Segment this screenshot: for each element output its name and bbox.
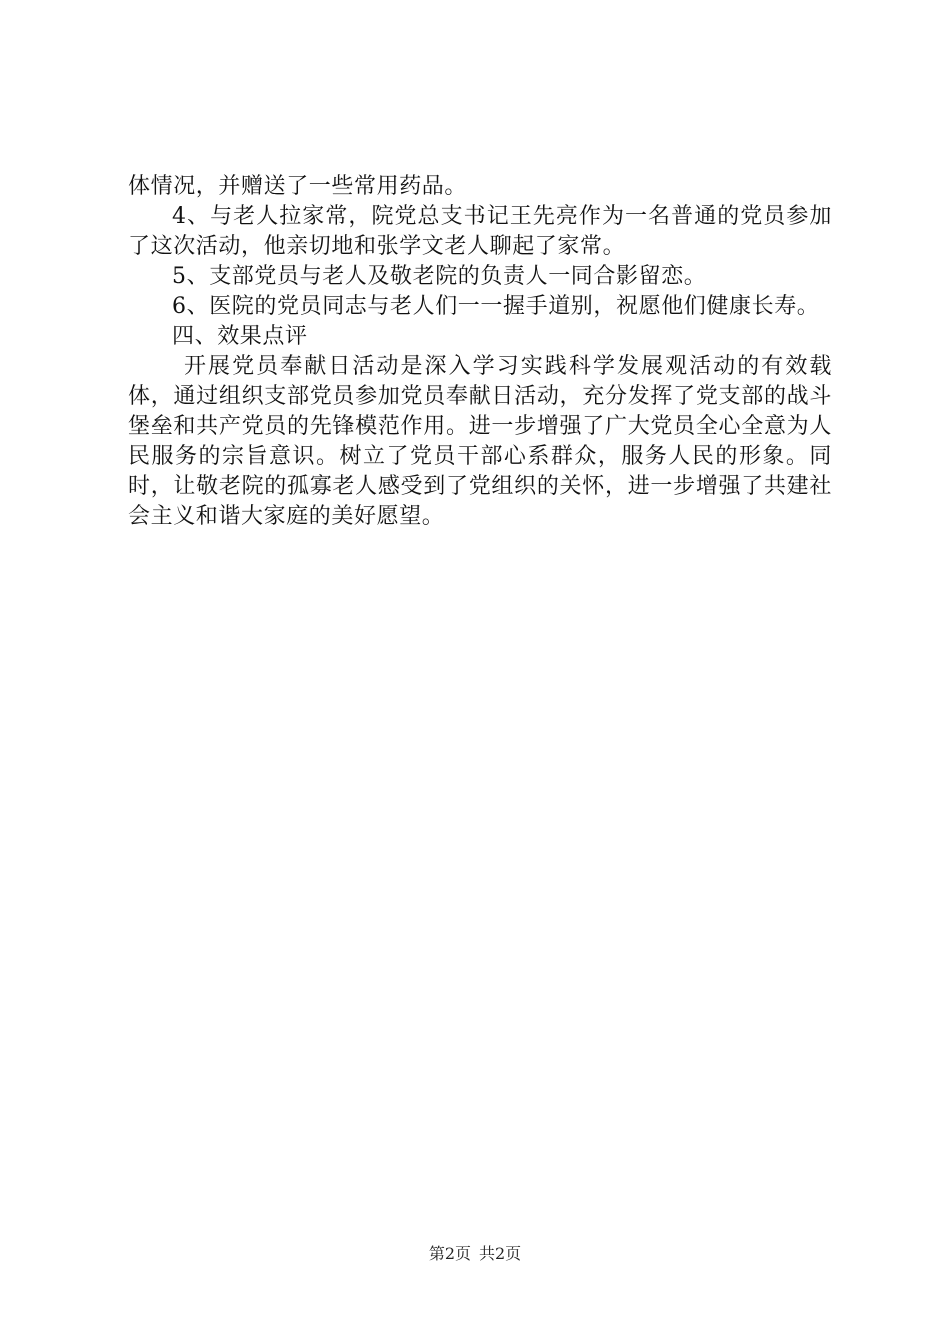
paragraph-continuation: 体情况，并赠送了一些常用药品。	[128, 174, 468, 199]
document-body	[128, 172, 832, 532]
paragraph-item-6: 6、医院的党员同志与老人们一一握手道别，祝愿他们健康长寿。	[172, 294, 820, 319]
paragraph-item-4: 4、与老人拉家常，院党总支书记王先亮作为一名普通的党员参加了这次活动，他亲切地和张学文老人聊起了家常。	[128, 204, 832, 259]
paragraph-evaluation: 开展党员奉献日活动是深入学习实践科学发展观活动的有效载体，通过组织支部党员参加党员奉献日活动，充分发挥了党支部的战斗堡垒和共产党员的先锋模范作用。进一步增强了广大党员全心全意为人民服务的宗旨意识。树立了党员干部心系群众，服务人民的形象。同时，让敬老院的孤寡老人感受到了党组织的关怀，进一步增强了共建社会主义和谐大家庭的美好愿望。	[128, 354, 832, 529]
page-total: 共2页	[479, 1244, 522, 1263]
paragraph-item-5: 5、支部党员与老人及敬老院的负责人一同合影留恋。	[172, 264, 707, 289]
section-heading-evaluation: 四、效果点评	[172, 324, 308, 349]
page-footer	[0, 1244, 950, 1264]
page-number: 第2页	[428, 1244, 471, 1263]
